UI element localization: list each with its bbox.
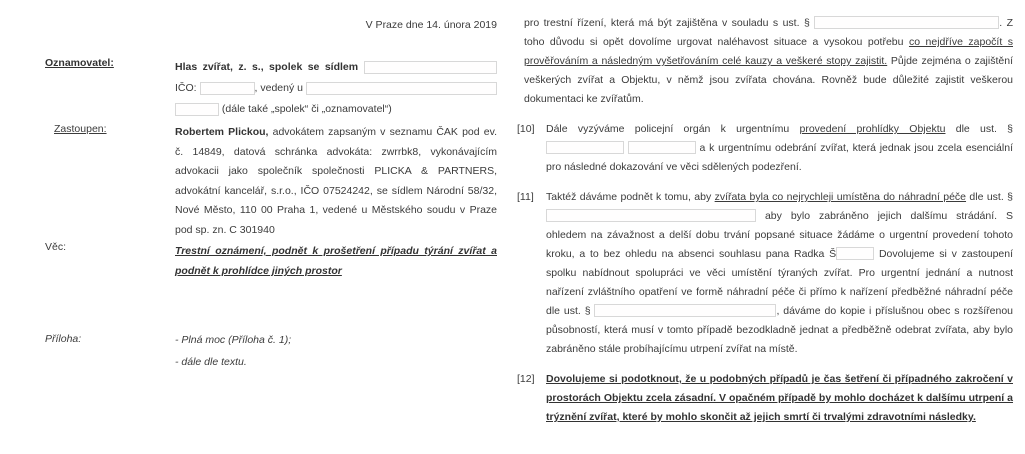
text-run: - dále dle textu. — [175, 356, 247, 368]
text-run: Dále vyzýváme policejní orgán k urgentnímu — [546, 123, 800, 135]
text-run: Taktéž dáváme podnět k tomu, aby — [546, 191, 715, 203]
paragraph-body — [546, 373, 1013, 423]
paragraph — [517, 14, 1013, 109]
text-run: (dále také „spolek“ či „oznamovatel“) — [219, 103, 392, 115]
text-run: , dáváme do kopie i příslušnou obec s rozšířenou působností, která musí v tomto případě bezodkladně jednat a předběžně odebrat zvířata, aby bylo zabráněno stále probíhajícímu utrpení zvířat na místě. — [546, 305, 1014, 355]
redaction-box — [175, 103, 219, 116]
field-label-vec: Věc: — [45, 241, 67, 253]
oznamovatel-line-2 — [175, 78, 497, 99]
text-run: , vedený u — [254, 82, 306, 94]
field-value-oznamovatel — [175, 57, 497, 120]
priloha-item-1 — [175, 333, 497, 347]
text-run: dle ust. § — [966, 191, 1013, 203]
page-1 — [45, 0, 497, 454]
redaction-box — [200, 82, 255, 95]
text-run: IČO: — [175, 82, 200, 94]
text-run: Dovolujeme si podotknout, že u podobných případů je čas šetření či případného zakročení v prostorách Objektu zcela zásadní. V opačném případě by mohlo docházet k dalšímu utrpení a trýznění zvířat, které by mohlo skončit až jejich smrtí či trvalými zdravotními následky. — [546, 373, 1013, 423]
text-run: Trestní oznámení, podnět k prošetření případu týrání zvířat a podnět k prohlídce jiných prostor — [175, 245, 497, 277]
redaction-box — [814, 16, 999, 29]
text-run: dle ust. § — [945, 123, 1013, 135]
text-run: provedení prohlídky Objektu — [799, 123, 946, 135]
text-run: advokátem zapsaným v seznamu ČAK pod ev. č. 14849, datová schránka advokáta: zwrrbk8, vykonávajícím advokacii jako společník společnosti PLICKA & PARTNERS, advokátní kancelář, s.r.o., IČO 07524242, se sídlem Národní 58/32, Nové Město, 110 00 Praha 1, vedené u Městského soudu v Praze pod sp. zn. C 301940 — [175, 126, 497, 236]
page2-paragraphs — [517, 14, 1013, 427]
redaction-box — [546, 141, 624, 154]
redaction-box — [364, 61, 498, 74]
date-line: V Praze dne 14. února 2019 — [365, 19, 497, 31]
text-run: zvířata byla co nejrychleji umístěna do náhradní péče — [714, 191, 967, 203]
paragraph-number: [11] — [517, 191, 534, 203]
field-value-zastoupen — [175, 123, 497, 240]
field-value-priloha — [175, 333, 497, 377]
oznamovatel-line-1 — [175, 57, 497, 78]
paragraph-body — [546, 191, 1013, 355]
redaction-box — [594, 304, 776, 317]
paragraph-number: [12] — [517, 373, 535, 385]
paragraph — [517, 188, 1013, 359]
field-value-vec — [175, 241, 497, 281]
text-run: - Plná moc (Příloha č. 1); — [175, 334, 292, 346]
text-run: aby bylo zabráněno jejich dalšímu strádání. S ohledem na závažnost a delší dobu trvání popsané situace žádáme o urgentní provedení tohoto kroku, a to bez ohledu na absenci souhlasu pana Radka Š — [546, 210, 1013, 260]
field-label-oznamovatel: Oznamovatel: — [45, 57, 114, 69]
text-run: Dovolujeme si v zastoupení spolku nabídnout spolupráci ve věci umístění týraných zvířat. Pro urgentní jednání a nutnost nařízení zvláštního opatření ve formě náhradní péče či přímo k nařízení předběžné náhradní péče dle ust. § — [546, 248, 1013, 317]
text-run: Robertem Plickou, — [175, 126, 273, 138]
text-run: Půjde zejména o zajištění veškerých zvířat a Objektu, v němž jsou zvířata chována. Rovněž bude důležité zajistit veškerou dokumentaci ke zvířatům. — [524, 55, 1013, 105]
paragraph-number: [10] — [517, 123, 535, 135]
field-oznamovatel — [45, 57, 497, 120]
field-vec — [45, 241, 497, 281]
paragraph-body — [524, 17, 1013, 105]
text-run: co nejdříve započít s prověřováním a následným vyšetřováním celé kauzy a veškeré stopy zajistit. — [524, 36, 1013, 67]
field-label-priloha: Příloha: — [45, 333, 82, 345]
text-run: pro trestní řízení, která má být zajištěna v souladu s ust. § — [524, 17, 815, 29]
field-zastoupen — [45, 123, 497, 240]
oznamovatel-line-3 — [175, 99, 497, 120]
text-run: Hlas zvířat, z. s., spolek se sídlem — [175, 61, 364, 73]
priloha-item-2 — [175, 355, 497, 369]
page-2 — [517, 14, 1013, 438]
text-run: a k urgentnímu odebrání zvířat, která jednak jsou zcela esenciální pro následné dokazování ve věci sdělených podezření. — [546, 142, 1013, 173]
redaction-box — [836, 247, 874, 260]
text-run: . Z toho důvodu si opět dovolíme urgovat naléhavost situace a vysokou potřebu — [524, 17, 1013, 48]
paragraph — [517, 120, 1013, 177]
field-priloha — [45, 333, 497, 377]
paragraph — [517, 370, 1013, 427]
paragraph-body — [546, 123, 1013, 173]
redaction-box — [546, 209, 756, 222]
field-label-zastoupen: Zastoupen: — [54, 123, 107, 135]
redaction-box — [628, 141, 696, 154]
redaction-box — [306, 82, 497, 95]
